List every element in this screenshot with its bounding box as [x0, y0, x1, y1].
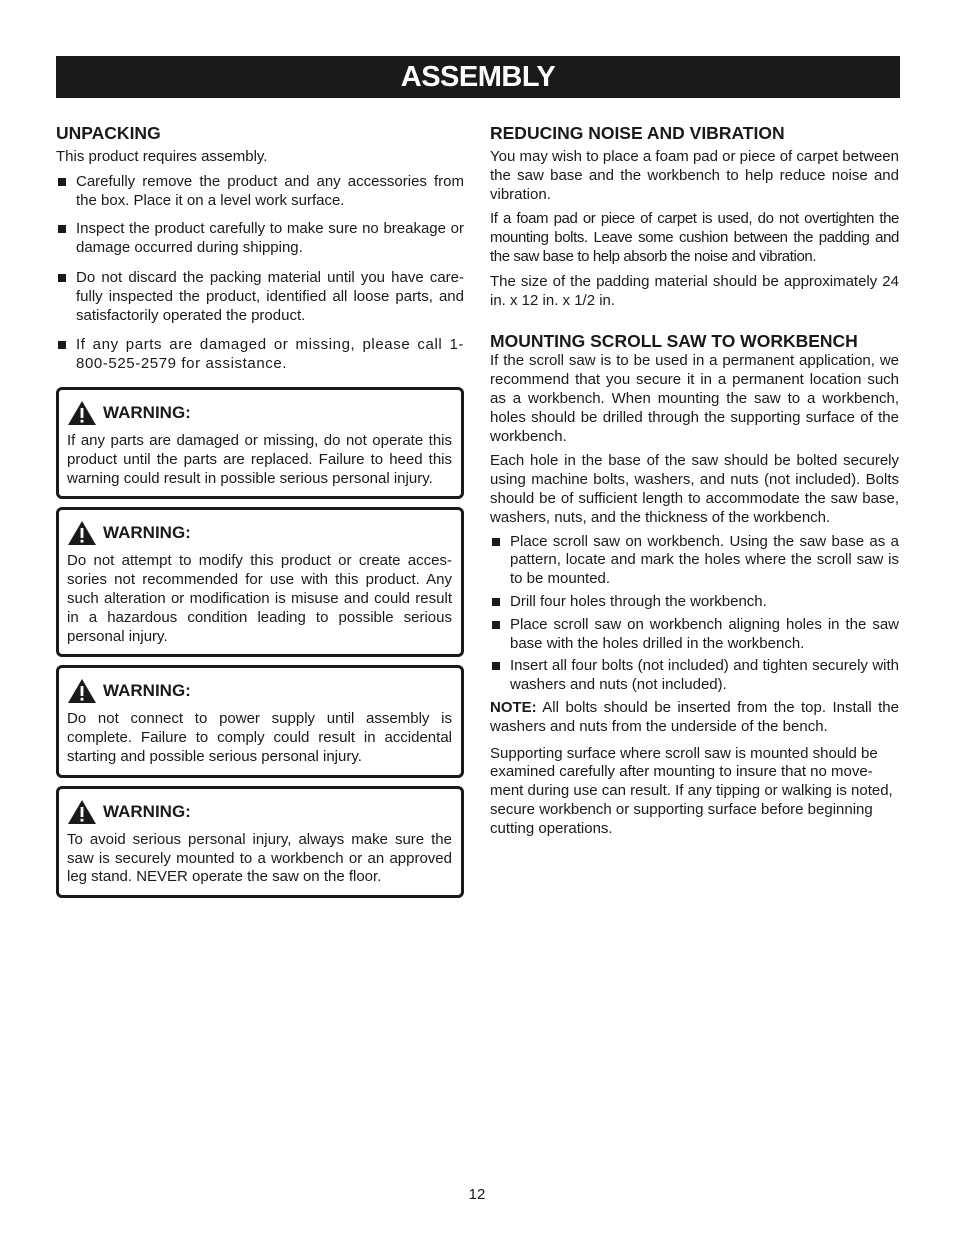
list-item: Place scroll saw on workbench. Using the saw base as a pattern, locate and mark the holes where the scroll saw is to be mounted.	[490, 533, 899, 589]
list-item: Carefully remove the product and any accessories from the box. Place it on a level work surface.	[56, 173, 464, 211]
note-label: NOTE:	[490, 698, 537, 716]
warning-box	[56, 786, 464, 898]
bullet-icon	[492, 598, 500, 606]
list-item: Insert all four bolts (not included) and tighten securely with washers and nuts (not included).	[490, 657, 899, 695]
noise-paragraph: If a foam pad or piece of carpet is used, do not overtighten the mounting bolts. Leave some cushion between the padding and the saw base to help absorb the noise and vibration.	[490, 210, 899, 265]
page-title-banner	[56, 56, 900, 98]
list-item: If any parts are damaged or missing, please call 1-800-525-2579 for assistance.	[56, 336, 464, 374]
bullet-icon	[492, 538, 500, 546]
bullet-icon	[58, 178, 66, 186]
warning-title: WARNING:	[103, 801, 191, 821]
warning-triangle-icon	[67, 400, 97, 426]
mounting-note	[490, 699, 899, 737]
bullet-icon	[58, 274, 66, 282]
list-item: Do not discard the packing material until you have care-fully inspected the product, identified all loose parts, and satisfactorily operated the product.	[56, 269, 464, 325]
warning-text: If any parts are damaged or missing, do not operate this product until the parts are replaced. Failure to heed this warning could result in possible serious personal injury.	[67, 431, 452, 487]
noise-paragraph: You may wish to place a foam pad or piece of carpet between the saw base and the workbench to help reduce noise and vibration.	[490, 148, 899, 203]
unpacking-intro: This product requires assembly.	[56, 148, 268, 165]
noise-heading: REDUCING NOISE AND VIBRATION	[490, 123, 785, 143]
bullet-icon	[492, 621, 500, 629]
bullet-icon	[58, 225, 66, 233]
mounting-heading: MOUNTING SCROLL SAW TO WORKBENCH	[490, 331, 858, 352]
warning-box	[56, 387, 464, 499]
warning-title: WARNING:	[103, 523, 191, 543]
unpacking-heading: UNPACKING	[56, 123, 161, 143]
note-text: All bolts should be inserted from the top. Install the washers and nuts from the underside of the bench.	[490, 698, 899, 735]
warning-triangle-icon	[67, 799, 97, 825]
warning-triangle-icon	[67, 678, 97, 704]
warning-text: To avoid serious personal injury, always make sure the saw is securely mounted to a workbench or an approved leg stand. NEVER operate the saw on the floor.	[67, 830, 452, 886]
warning-title: WARNING:	[103, 402, 191, 422]
right-column	[490, 122, 899, 845]
unpacking-list	[56, 173, 464, 374]
left-column	[56, 122, 464, 906]
list-item: Place scroll saw on workbench aligning holes in the saw base with the holes drilled in the workbench.	[490, 616, 899, 654]
page-title: ASSEMBLY	[400, 60, 556, 93]
warning-box	[56, 507, 464, 657]
mounting-closing: Supporting surface where scroll saw is mounted should be examined carefully after mounting to insure that no move-ment during use can result. If any tipping or walking is noted, secure workbench or supporting surface before beginning cutting operations.	[490, 744, 893, 837]
list-item: Drill four holes through the workbench.	[490, 593, 899, 612]
page-number: 12	[468, 1186, 486, 1203]
warning-text: Do not attempt to modify this product or create acces-sories not recommended for use with this product. Any such alteration or modification is misuse and could result in a hazardous condition leading to possible serious personal injury.	[67, 552, 452, 645]
list-item: Inspect the product carefully to make sure no breakage or damage occurred during shipping.	[56, 220, 464, 258]
mounting-paragraph: If the scroll saw is to be used in a permanent application, we recommend that you secure it in a permanent location such as a workbench. When mounting the saw to a workbench, holes should be drilled through the supporting surface of the workbench.	[490, 352, 899, 445]
mounting-paragraph: Each hole in the base of the saw should be bolted securely using machine bolts, washers, and nuts (not included). Bolts should be of sufficient length to accommodate the saw base, washers, nuts, and the thickness of the workbench.	[490, 452, 899, 526]
warning-title: WARNING:	[103, 681, 191, 701]
bullet-icon	[58, 341, 66, 349]
warning-box	[56, 665, 464, 777]
warning-triangle-icon	[67, 520, 97, 546]
noise-paragraph: The size of the padding material should be approximately 24 in. x 12 in. x 1/2 in.	[490, 272, 899, 309]
warning-text: Do not connect to power supply until assembly is complete. Failure to comply could result in accidental starting and possible serious personal injury.	[67, 710, 452, 765]
mounting-list	[490, 533, 899, 695]
bullet-icon	[492, 662, 500, 670]
